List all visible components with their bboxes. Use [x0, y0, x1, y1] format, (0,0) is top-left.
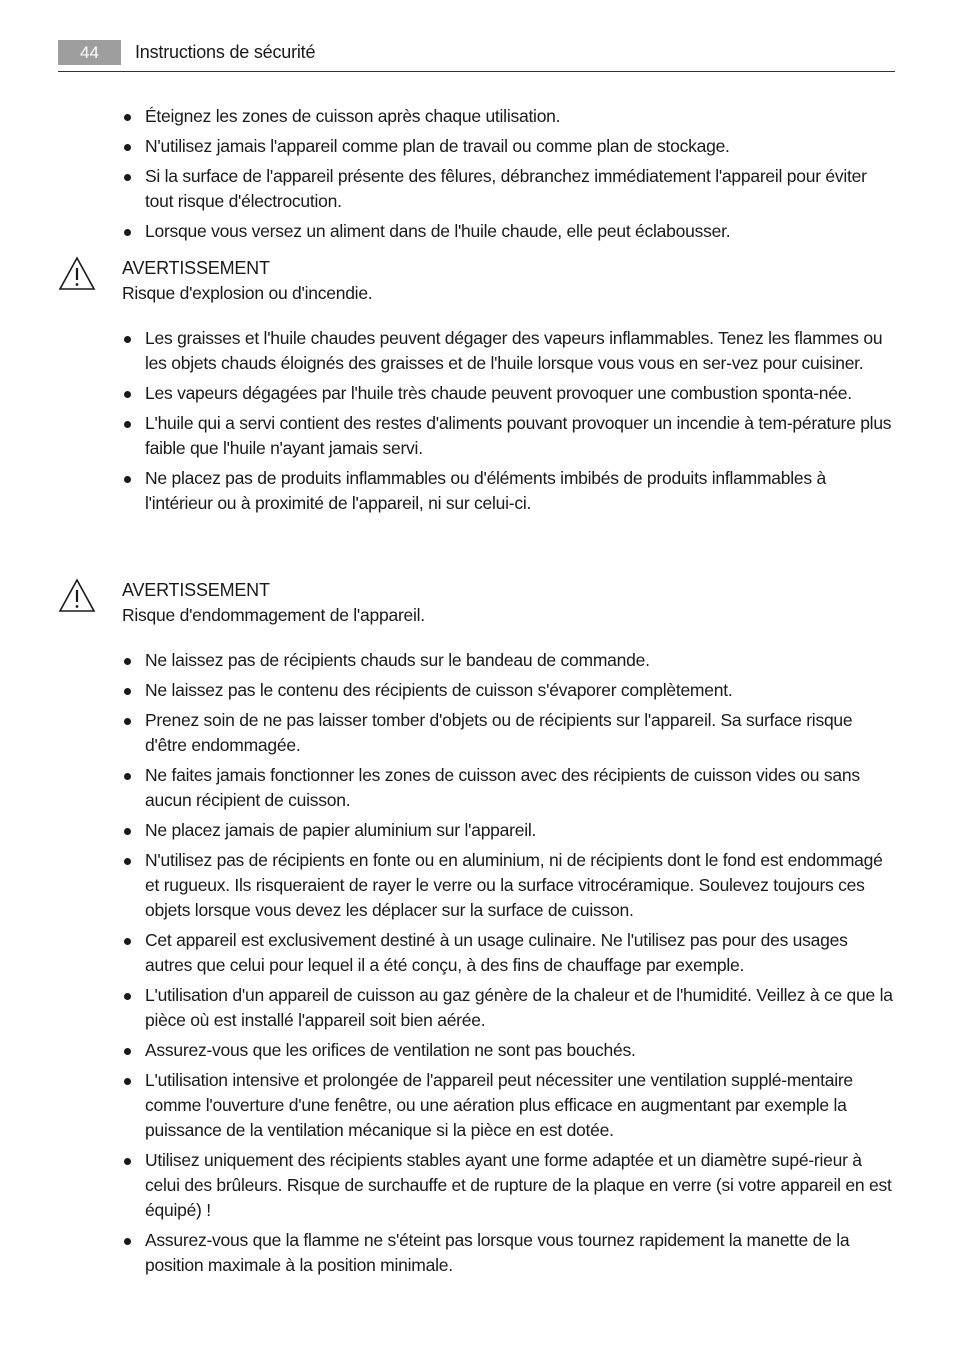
list-item: Les graisses et l'huile chaudes peuvent dégager des vapeurs inflammables. Tenez les flammes ou les objets chauds éloignés des graisses et de l'huile lorsque vous vous en ser-vez pour cuisiner. — [122, 326, 897, 376]
list-item: L'huile qui a servi contient des restes d'aliments pouvant provoquer un incendie à tem-pérature plus faible que l'huile n'ayant jamais servi. — [122, 411, 897, 461]
warning-triangle-icon — [58, 578, 96, 614]
list-item: Éteignez les zones de cuisson après chaque utilisation. — [122, 104, 897, 129]
list-item: Cet appareil est exclusivement destiné à un usage culinaire. Ne l'utilisez pas pour des usages autres que celui pour lequel il a été conçu, à des fins de chauffage par exemple. — [122, 928, 897, 978]
list-item: Assurez-vous que la flamme ne s'éteint pas lorsque vous tournez rapidement la manette de la position maximale à la position minimale. — [122, 1228, 897, 1278]
list-item: Ne laissez pas le contenu des récipients de cuisson s'évaporer complètement. — [122, 678, 897, 703]
warning-triangle-icon — [58, 256, 96, 292]
list-item: N'utilisez jamais l'appareil comme plan de travail ou comme plan de stockage. — [122, 134, 897, 159]
list-item: Lorsque vous versez un aliment dans de l'huile chaude, elle peut éclabousser. — [122, 219, 897, 244]
list-item: L'utilisation intensive et prolongée de l'appareil peut nécessiter une ventilation supplé-mentaire comme l'ouverture d'une fenêtre, ou une aération plus efficace en augmentant par exemple la puissance de la ventilation mécanique si la pièce en est dotée. — [122, 1068, 897, 1143]
warning-title: AVERTISSEMENT — [122, 258, 270, 278]
warning-damage — [58, 578, 895, 630]
safety-list-fire — [122, 326, 897, 521]
list-item: L'utilisation d'un appareil de cuisson au gaz génère de la chaleur et de l'humidité. Veillez à ce que la pièce où est installé l'appareil soit bien aérée. — [122, 983, 897, 1033]
list-item: Utilisez uniquement des récipients stables ayant une forme adaptée et un diamètre supé-rieur à celui des brûleurs. Risque de surchauffe et de rupture de la plaque en verre (si votre appareil en est équipé) ! — [122, 1148, 897, 1223]
warning-text: Risque d'endommagement de l'appareil. — [122, 605, 425, 625]
safety-list-general — [122, 104, 897, 249]
list-item: Ne laissez pas de récipients chauds sur le bandeau de commande. — [122, 648, 897, 673]
list-item: Les vapeurs dégagées par l'huile très chaude peuvent provoquer une combustion sponta-née. — [122, 381, 897, 406]
section-title: Instructions de sécurité — [135, 42, 316, 62]
warning-fire — [58, 256, 895, 308]
list-item: N'utilisez pas de récipients en fonte ou en aluminium, ni de récipients dont le fond est endommagé et rugueux. Ils risqueraient de rayer le verre ou la surface vitrocéramique. Soulevez toujours ces objets lorsque vous devez les déplacer sur la surface de cuisson. — [122, 848, 897, 923]
list-item: Si la surface de l'appareil présente des fêlures, débranchez immédiatement l'appareil pour éviter tout risque d'électrocution. — [122, 164, 897, 214]
list-item: Assurez-vous que les orifices de ventilation ne sont pas bouchés. — [122, 1038, 897, 1063]
list-item: Ne placez jamais de papier aluminium sur l'appareil. — [122, 818, 897, 843]
list-item: Ne faites jamais fonctionner les zones de cuisson avec des récipients de cuisson vides ou sans aucun récipient de cuisson. — [122, 763, 897, 813]
warning-text: Risque d'explosion ou d'incendie. — [122, 283, 373, 303]
list-item: Prenez soin de ne pas laisser tomber d'objets ou de récipients sur l'appareil. Sa surface risque d'être endommagée. — [122, 708, 897, 758]
warning-title: AVERTISSEMENT — [122, 580, 270, 600]
safety-list-damage — [122, 648, 897, 1283]
list-item: Ne placez pas de produits inflammables ou d'éléments imbibés de produits inflammables à l'intérieur ou à proximité de l'appareil, ni sur celui-ci. — [122, 466, 897, 516]
page-number: 44 — [58, 40, 121, 65]
page-header — [58, 40, 895, 72]
